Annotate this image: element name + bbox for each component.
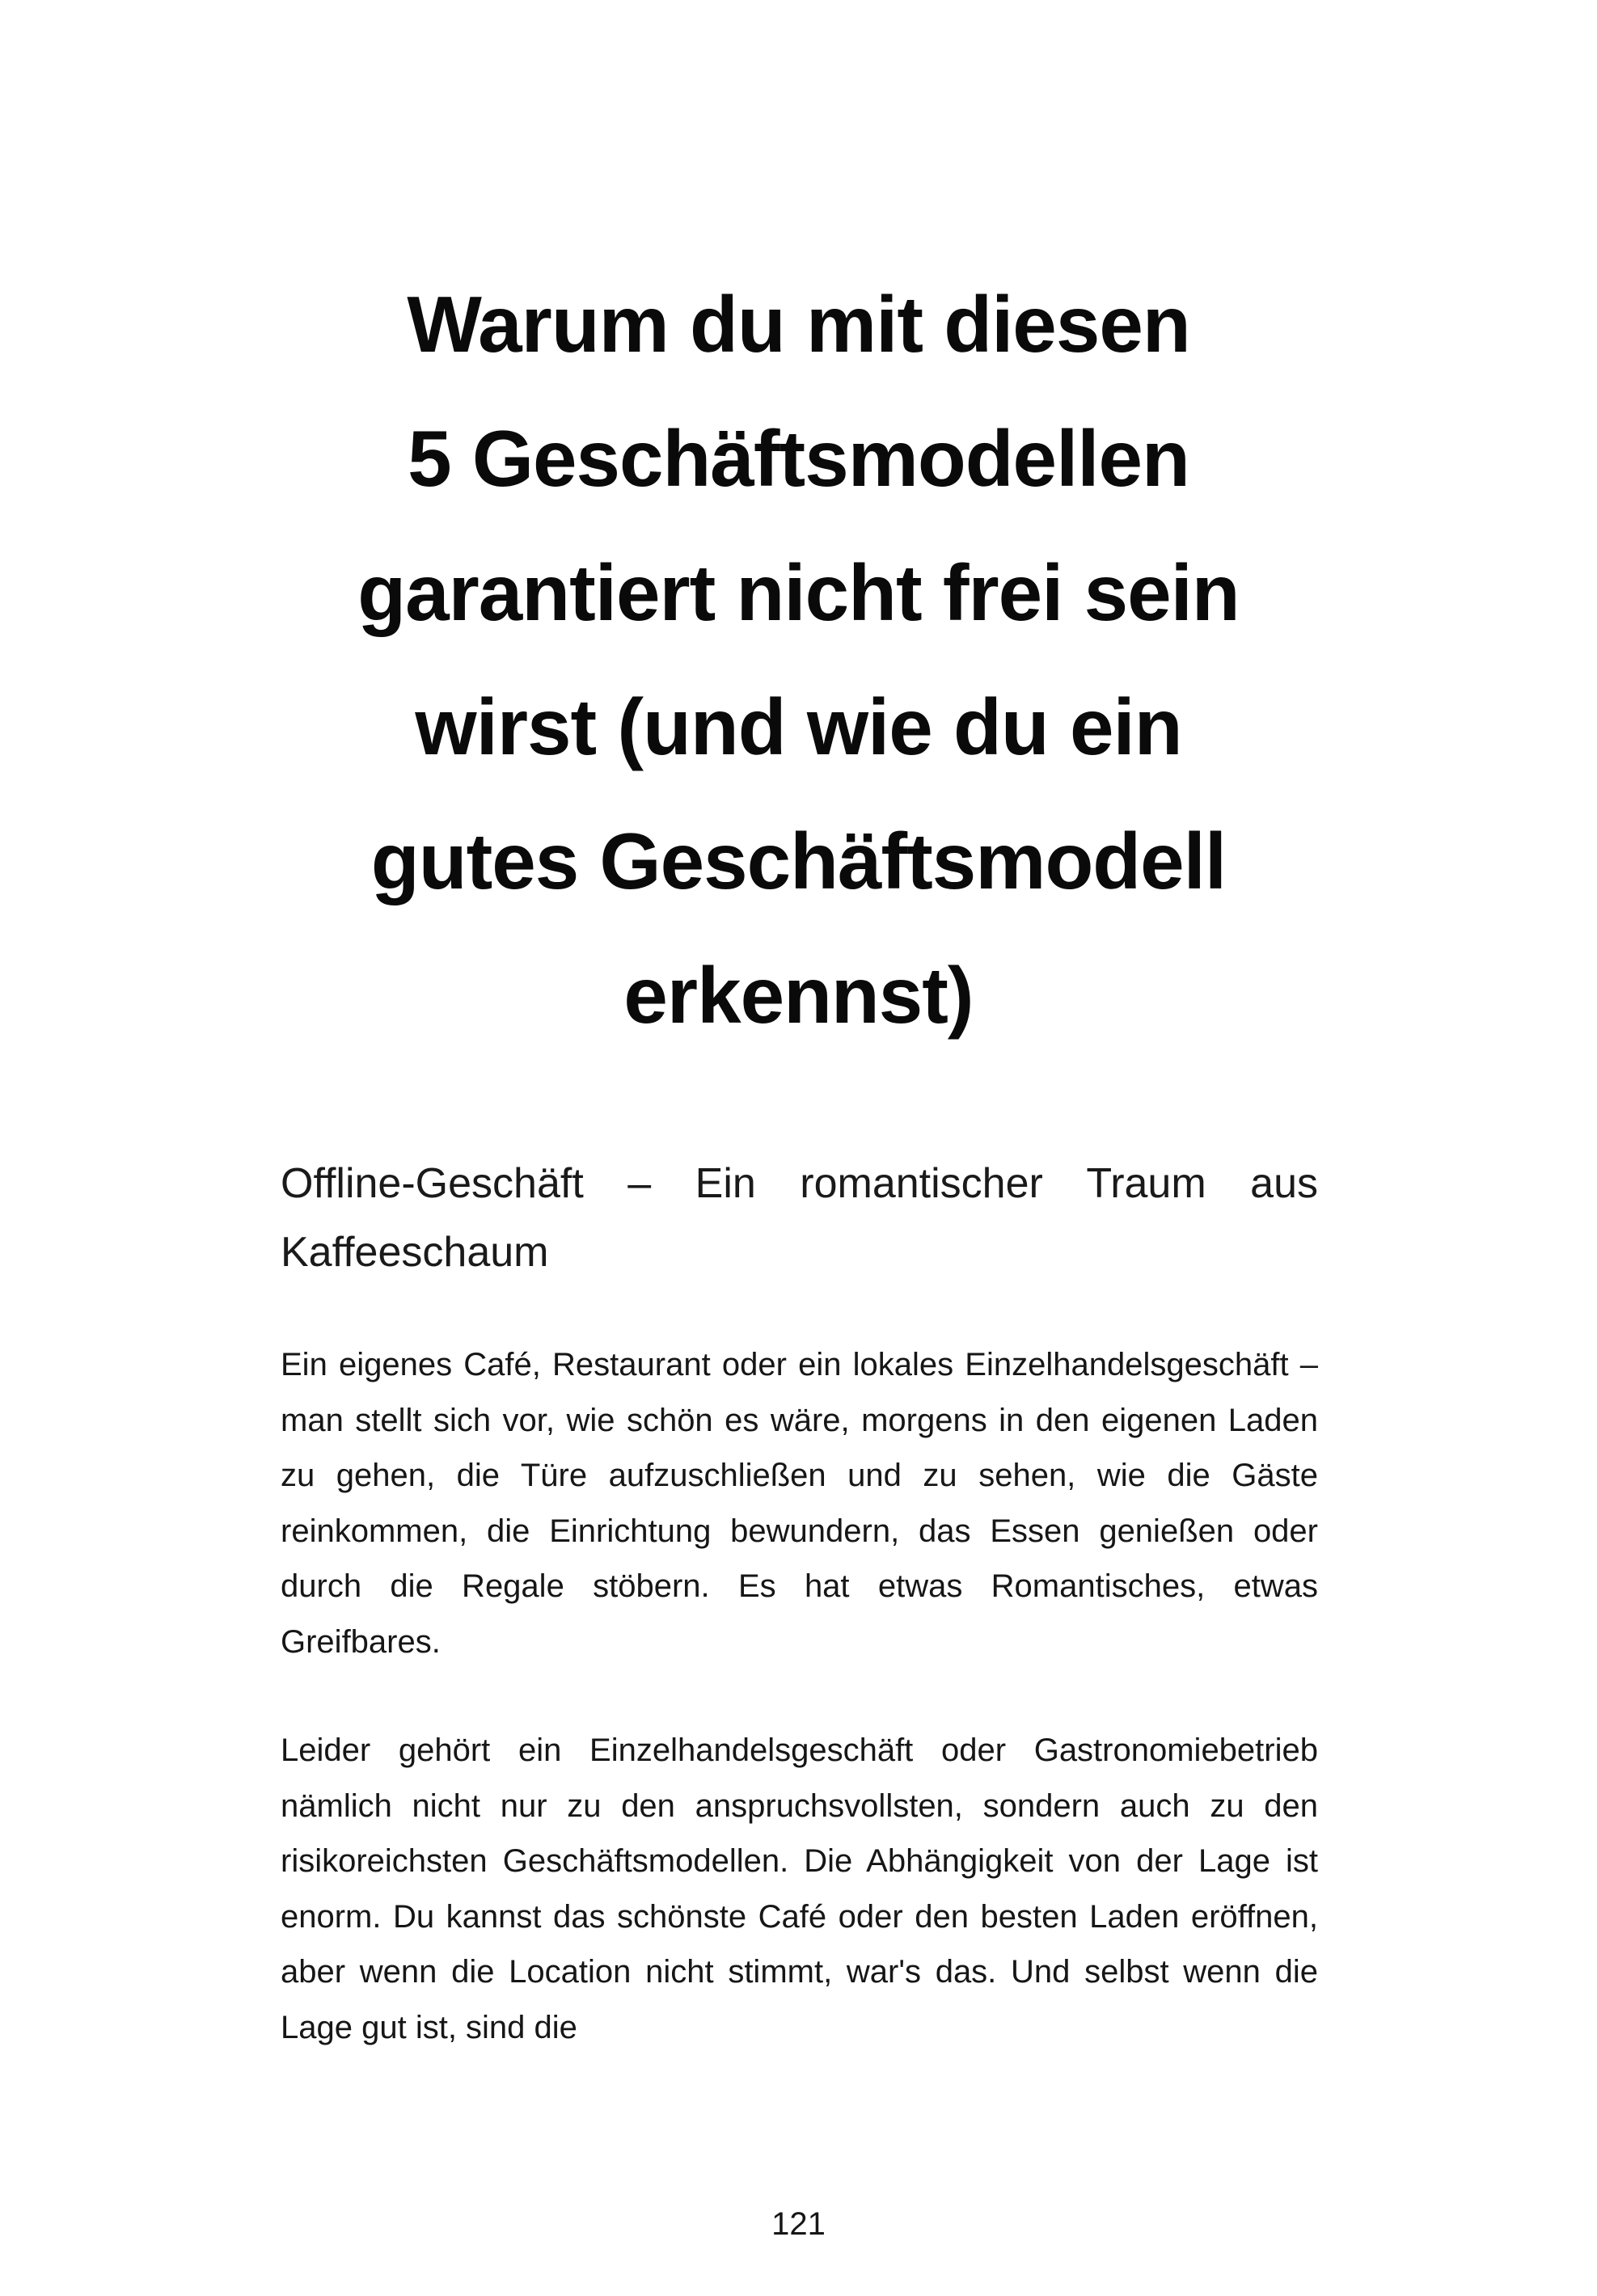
chapter-title <box>243 257 1354 1062</box>
body-paragraph-2: Leider gehört ein Einzelhandelsgeschäft oder Gastronomiebetrieb nämlich nicht nur zu den anspruchsvollsten, sondern auch zu den risikoreichsten Geschäftsmodellen. Die Abhängigkeit von der Lage ist enorm. Du kannst das schönste Café oder den besten Laden eröffnen, aber wenn die Location nicht stimmt, war's das. Und selbst wenn die Lage gut ist, sind die <box>281 1733 1318 2045</box>
section-heading: Offline-Geschäft – Ein romantischer Traum aus Kaffeeschaum <box>281 1160 1318 1276</box>
chapter-title-line: wirst (und wie du ein <box>415 682 1182 771</box>
chapter-title-line: gutes Geschäftsmodell <box>370 817 1227 905</box>
body-paragraph-1: Ein eigenes Café, Restaurant oder ein lokales Einzelhandelsgeschäft – man stellt sich vor, wie schön es wäre, morgens in den eigenen Laden zu gehen, die Türe aufzuschließen und zu sehen, wie die Gäste reinkommen, die Einrichtung bewundern, das Essen genießen oder durch die Regale stöbern. Es hat etwas Romantisches, etwas Greifbares. <box>281 1347 1318 1660</box>
chapter-title-line: 5 Geschäftsmodellen <box>408 414 1189 503</box>
chapter-title-line: erkennst) <box>623 951 974 1040</box>
chapter-title-line: Warum du mit diesen <box>407 280 1190 369</box>
chapter-title-line: garantiert nicht frei sein <box>357 548 1240 637</box>
page-number: 121 <box>771 2206 826 2242</box>
